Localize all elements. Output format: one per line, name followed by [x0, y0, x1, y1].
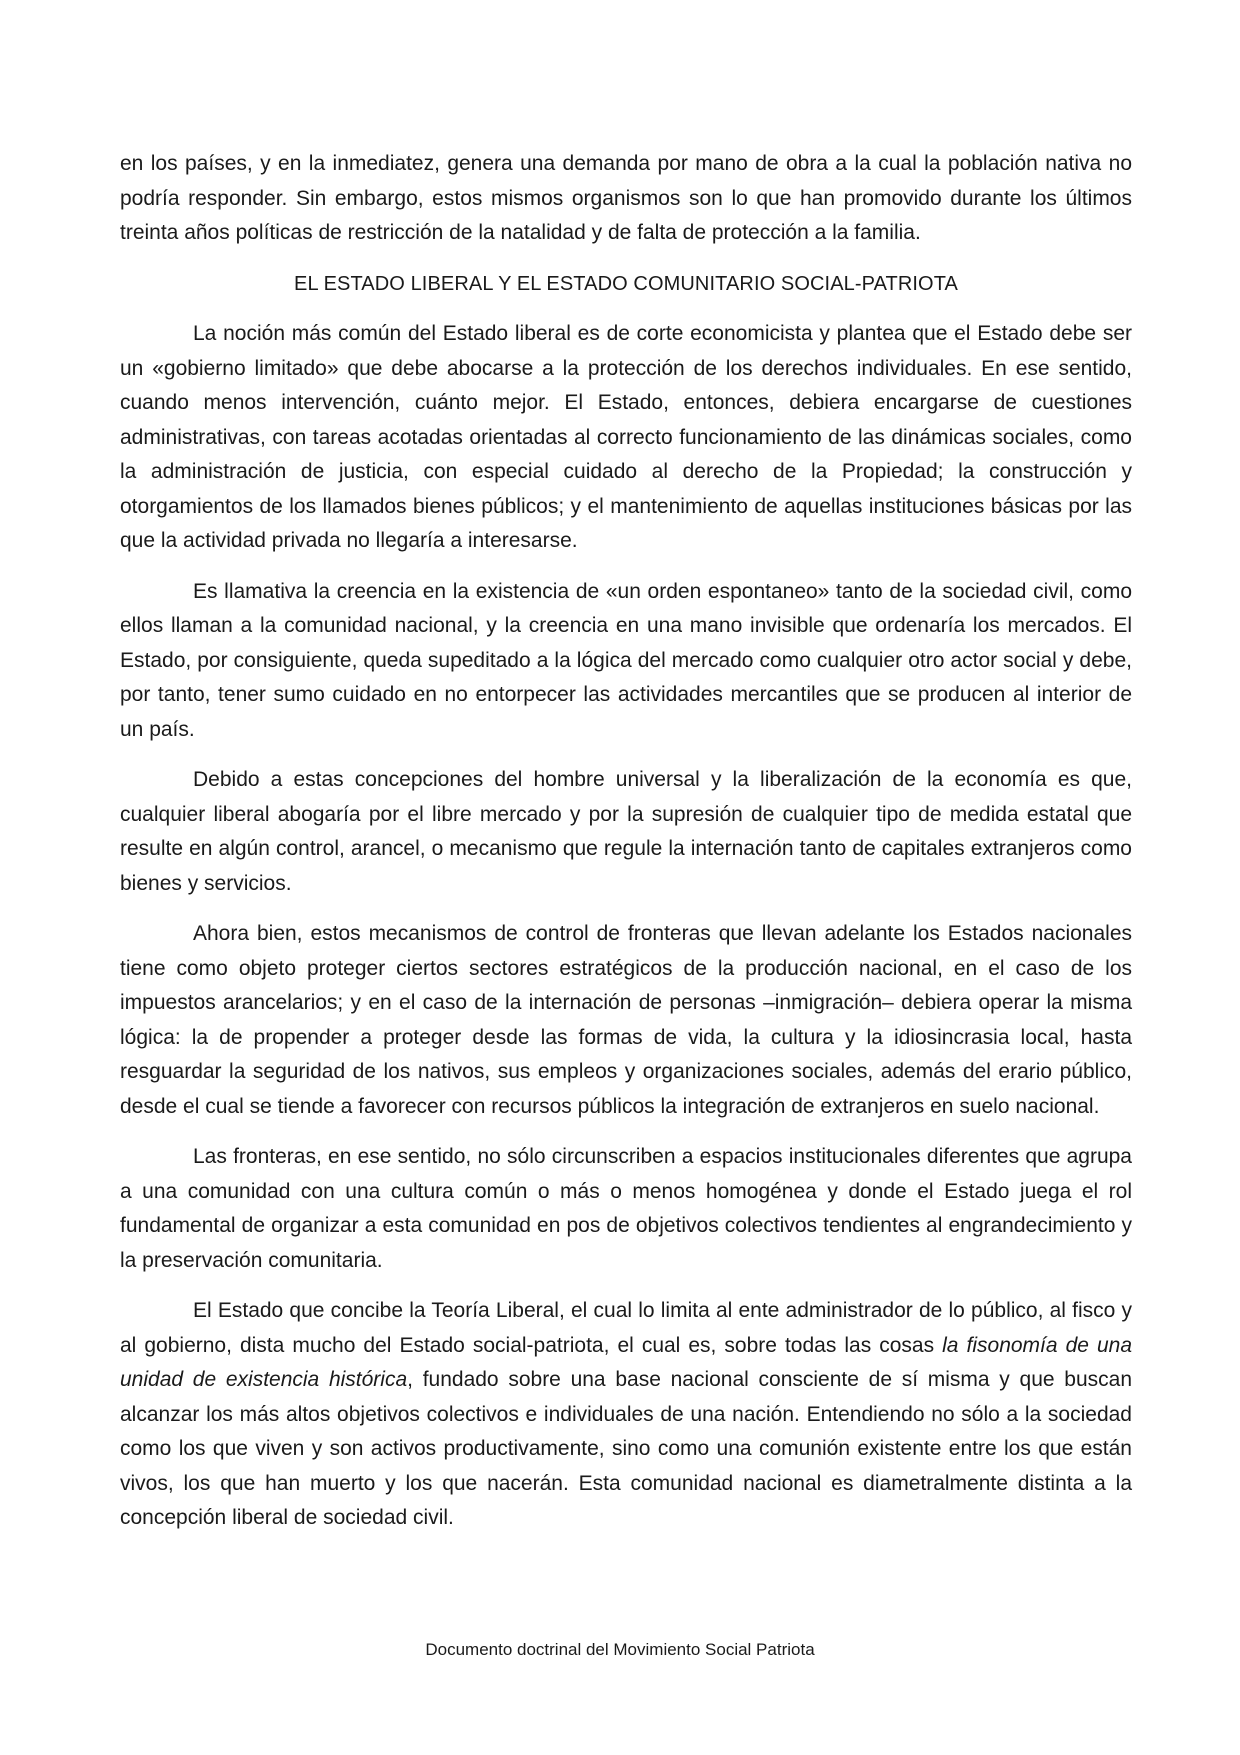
last-paragraph-end: , fundado sobre una base nacional consciente de sí misma y que buscan alcanzar los más altos objetivos colectivos e individuales de una nación. Entendiendo no sólo a la sociedad como los que viven y son activos productivamente, sino como una comunión existente entre los que están vivos, los que han muerto y los que nacerán. Esta comunidad nacional es diametralmente distinta a la concepción liberal de sociedad civil. [120, 1368, 1132, 1529]
paragraph-orden-espontaneo: Es llamativa la creencia en la existencia de «un orden espontaneo» tanto de la sociedad civil, como ellos llaman a la comunidad nacional, y la creencia en una mano invisible que ordenaría los mercados. El Estado, por consiguiente, queda supeditado a la lógica del mercado como cualquier otro actor social y debe, por tanto, tener sumo cuidado en no entorpecer las actividades mercantiles que se producen al interior de un país. [120, 579, 1132, 741]
paragraph-fronteras: Las fronteras, en ese sentido, no sólo circunscriben a espacios institucionales diferentes que agrupa a una comunidad con una cultura común o más o menos homogénea y donde el Estado juega el rol fundamental de organizar a esta comunidad en pos de objetivos colectivos tendientes al engrandecimiento y la preservación comunitaria. [120, 1145, 1132, 1272]
last-paragraph-italic: la fisonomía de una unidad de existencia histórica [120, 1333, 1133, 1391]
section-heading: EL ESTADO LIBERAL Y EL ESTADO COMUNITARIO SOCIAL-PATRIOTA [294, 272, 958, 295]
page-footer: Documento doctrinal del Movimiento Social Patriota [425, 1640, 815, 1659]
last-paragraph-start: El Estado que concibe la Teoría Liberal, el cual lo limita al ente administrador de lo público, al fisco y al gobierno, dista mucho del Estado social-patriota, el cual es, sobre todas las cosas [120, 1299, 1132, 1357]
paragraph-control-fronteras: Ahora bien, estos mecanismos de control de fronteras que llevan adelante los Estados nacionales tiene como objeto proteger ciertos sectores estratégicos de la producción nacional, en el caso de los impuestos arancelarios; y en el caso de la internación de personas –inmigración– debiera operar la misma lógica: la de propender a proteger desde las formas de vida, la cultura y la idiosincrasia local, hasta resguardar la seguridad de los nativos, sus empleos y organizaciones sociales, además del erario público, desde el cual se tiende a favorecer con recursos públicos la integración de extranjeros en suelo nacional. [120, 922, 1132, 1118]
paragraph-libre-mercado: Debido a estas concepciones del hombre universal y la liberalización de la economía es que, cualquier liberal abogaría por el libre mercado y por la supresión de cualquier tipo de medida estatal que resulte en algún control, arancel, o mecanismo que regule la internación tanto de capitales extranjeros como bienes y servicios. [120, 768, 1132, 895]
paragraph-estado-social-patriota [120, 1294, 1132, 1536]
document-body [120, 147, 1132, 1552]
opening-paragraph: en los países, y en la inmediatez, genera una demanda por mano de obra a la cual la población nativa no podría responder. Sin embargo, estos mismos organismos son lo que han promovido durante los últimos treinta años políticas de restricción de la natalidad y de falta de protección a la familia. [120, 152, 1132, 244]
paragraph-estado-liberal: La noción más común del Estado liberal es de corte economicista y plantea que el Estado debe ser un «gobierno limitado» que debe abocarse a la protección de los derechos individuales. En ese sentido, cuando menos intervención, cuánto mejor. El Estado, entonces, debiera encargarse de cuestiones administrativas, con tareas acotadas orientadas al correcto funcionamiento de las dinámicas sociales, como la administración de justicia, con especial cuidado al derecho de la Propiedad; la construcción y otorgamientos de los llamados bienes públicos; y el mantenimiento de aquellas instituciones básicas por las que la actividad privada no llegaría a interesarse. [120, 322, 1132, 552]
